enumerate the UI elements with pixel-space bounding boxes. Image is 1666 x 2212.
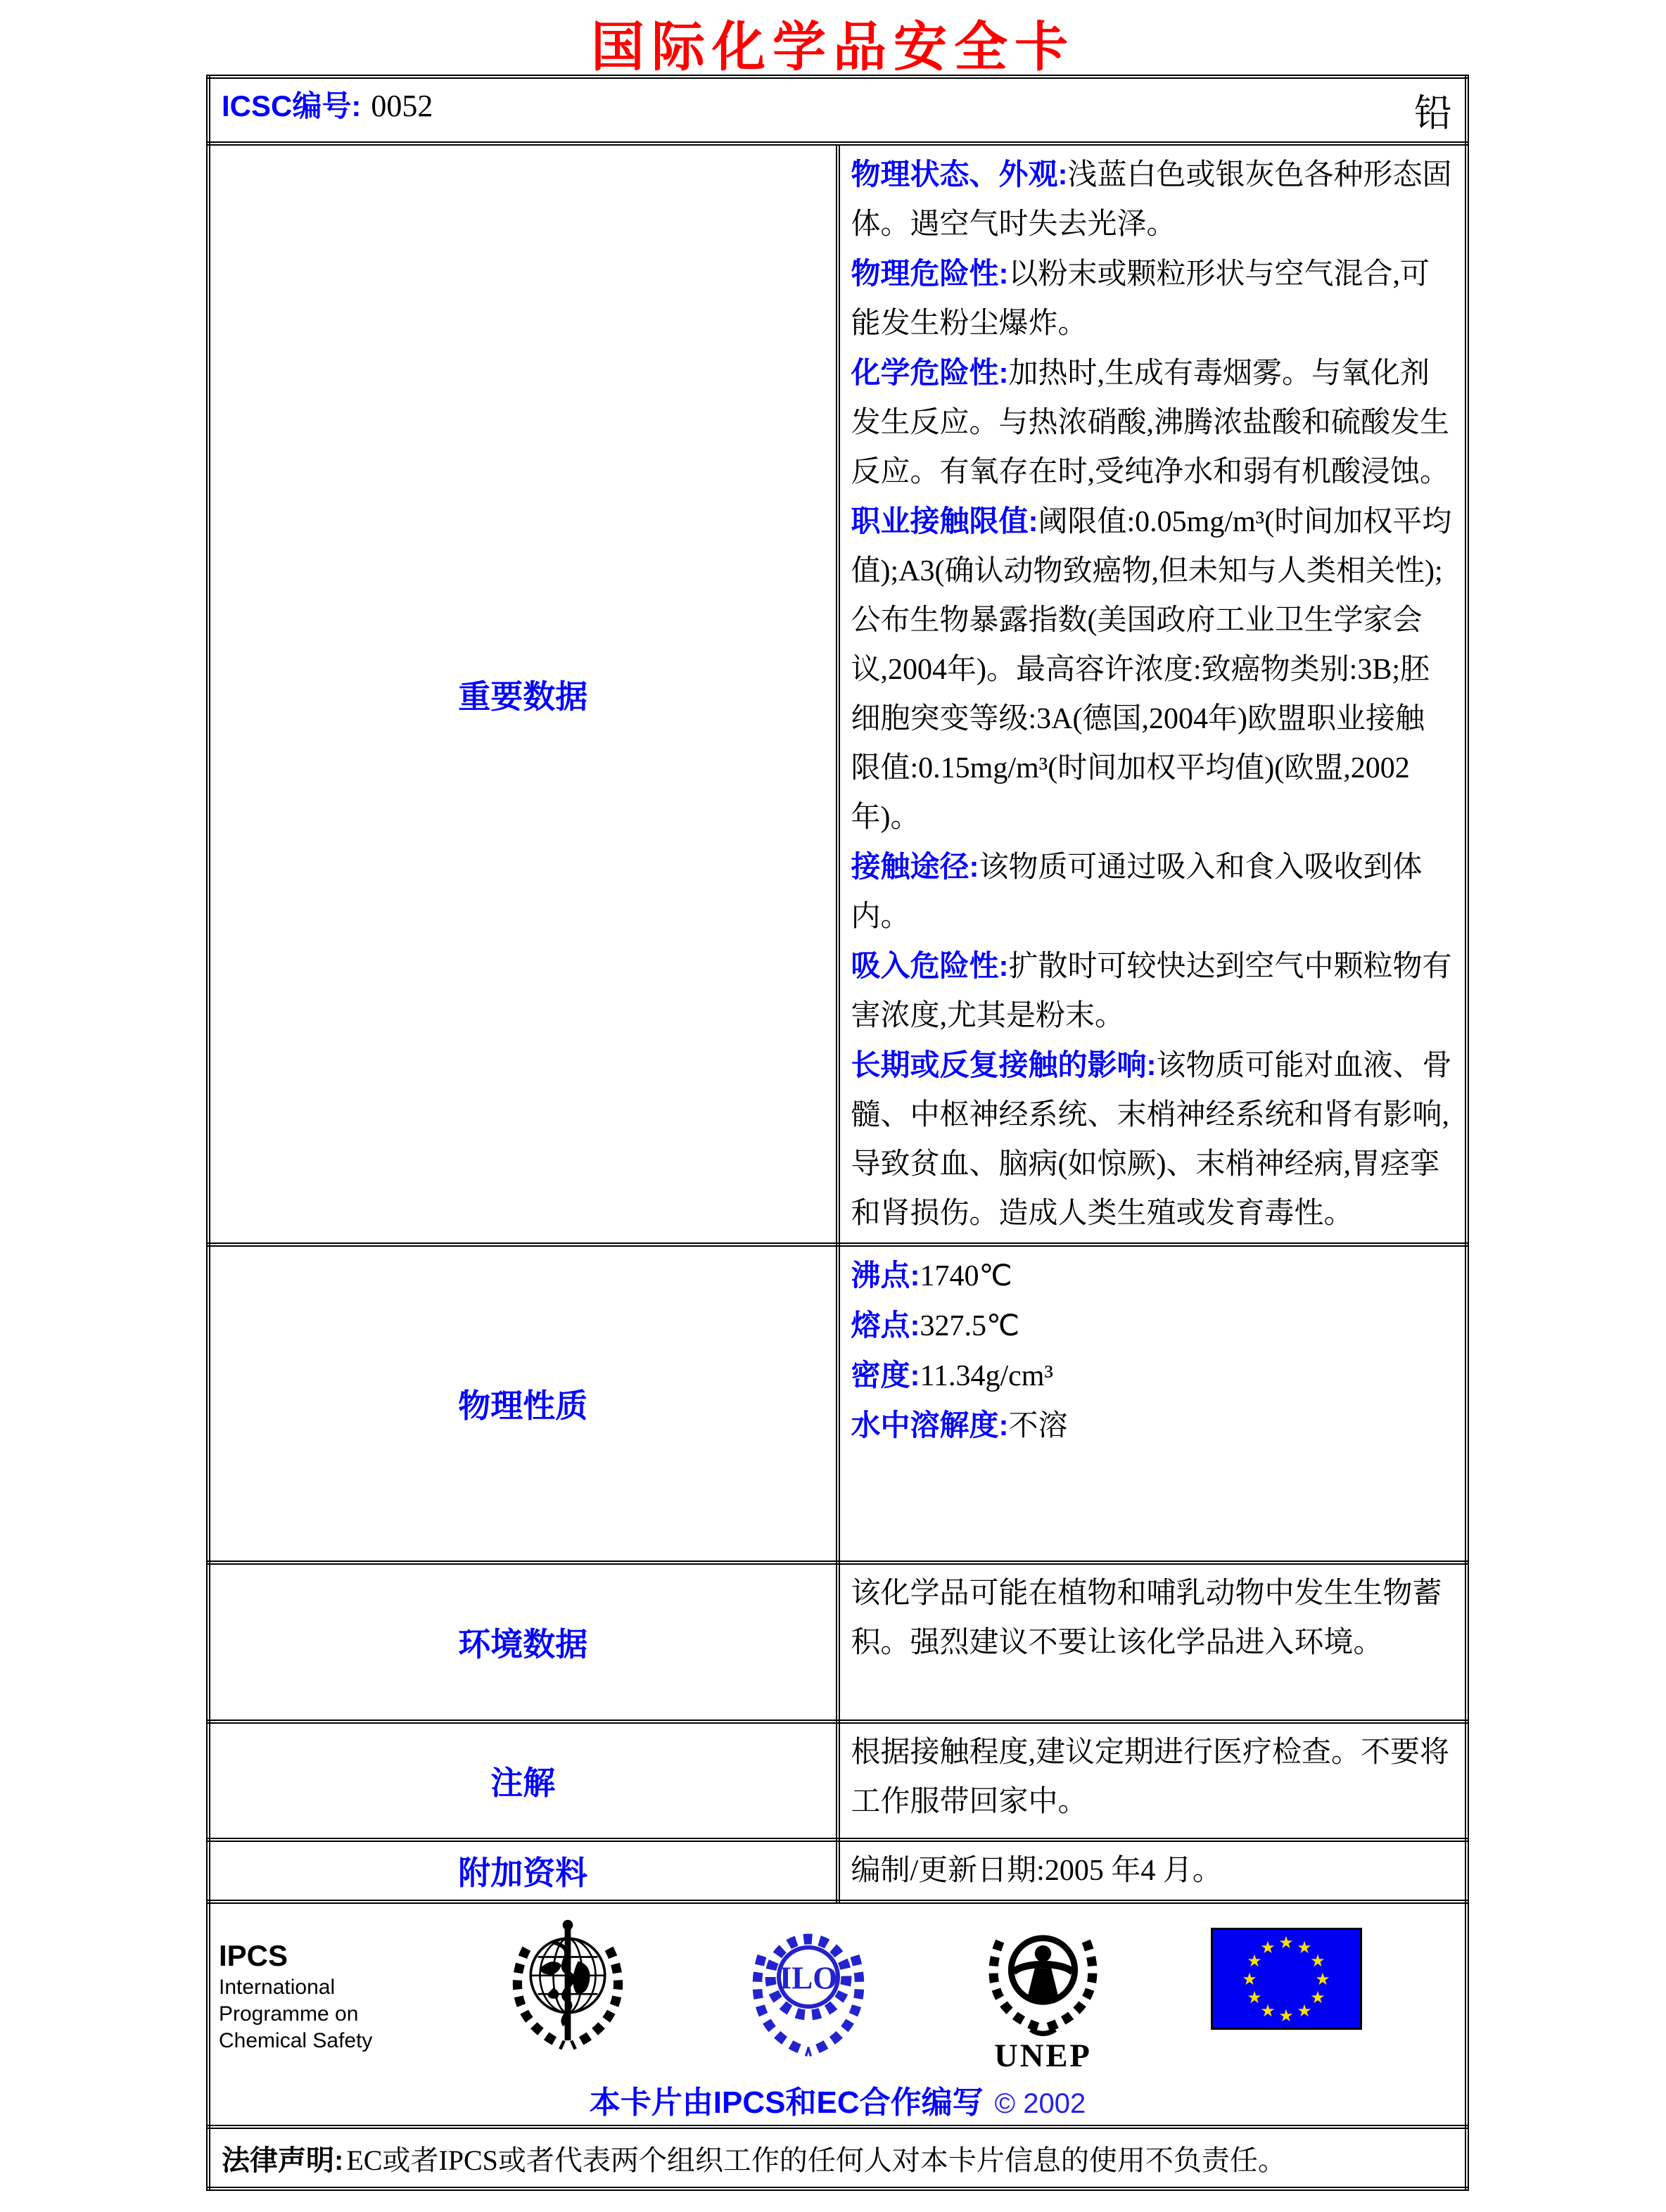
item-label: 熔点: bbox=[851, 1309, 920, 1342]
important-data-item bbox=[851, 941, 1454, 1041]
environmental-data-text: 该化学品可能在植物和哺乳动物中发生生物蓄积。强烈建议不要让该化学品进入环境。 bbox=[851, 1577, 1442, 1659]
important-data-item bbox=[851, 842, 1454, 941]
item-text: 11.34g/cm³ bbox=[920, 1360, 1054, 1392]
environmental-data-row-label: 环境数据 bbox=[458, 1626, 588, 1663]
eu-flag-icon bbox=[1211, 1928, 1362, 2030]
item-text: 327.5℃ bbox=[920, 1310, 1020, 1342]
notes-label-cell bbox=[208, 1722, 838, 1840]
unep-letters: UNEP bbox=[993, 2038, 1092, 2075]
important-data-row-label: 重要数据 bbox=[458, 678, 588, 715]
caption-copyright: © 2002 bbox=[994, 2088, 1086, 2119]
card-caption bbox=[215, 2077, 1461, 2122]
ipcs-line: Programme on bbox=[219, 2002, 359, 2026]
physical-properties-label-cell bbox=[208, 1245, 838, 1563]
item-text: 该物质可通过吸入和食入吸收到体内。 bbox=[851, 851, 1423, 933]
ilo-emblem-icon bbox=[742, 1914, 875, 2061]
caption-text: 本卡片由IPCS和EC合作编写 bbox=[589, 2085, 984, 2120]
svg-text:★: ★ bbox=[1278, 2006, 1294, 2026]
chemical-name: 铅 bbox=[1414, 92, 1452, 134]
environmental-data-content bbox=[838, 1563, 1468, 1722]
safety-card-table bbox=[206, 75, 1469, 2191]
physical-property-item bbox=[851, 1301, 1454, 1351]
item-text: 加热时,生成有毒烟雾。与氧化剂发生反应。与热浓硝酸,沸腾浓盐酸和硫酸发生反应。有氧存在时,受纯净水和弱有机酸浸蚀。 bbox=[851, 357, 1450, 488]
unep-emblem-icon bbox=[981, 1914, 1105, 2076]
ipcs-acronym: IPCS bbox=[219, 1939, 288, 1972]
item-text: 浅蓝白色或银灰色各种形态固体。遇空气时失去光泽。 bbox=[851, 159, 1452, 241]
legal-label: 法律声明: bbox=[222, 2144, 344, 2176]
notes-content bbox=[838, 1722, 1468, 1840]
additional-info-row-label: 附加资料 bbox=[458, 1855, 588, 1891]
ipcs-line: Chemical Safety bbox=[219, 2029, 373, 2052]
important-data-item bbox=[851, 497, 1454, 842]
svg-text:★: ★ bbox=[1315, 1969, 1330, 1989]
icsc-number-value: 0052 bbox=[371, 89, 433, 123]
notes-row-label: 注解 bbox=[490, 1765, 556, 1801]
logos-row bbox=[208, 1902, 1467, 2127]
ipcs-line: International bbox=[219, 1976, 336, 1999]
svg-text:★: ★ bbox=[1247, 1951, 1262, 1971]
svg-text:★: ★ bbox=[1242, 1969, 1257, 1989]
svg-text:★: ★ bbox=[1310, 1988, 1325, 2007]
page-title: 国际化学品安全卡 bbox=[591, 18, 1075, 77]
important-data-content bbox=[838, 144, 1468, 1245]
svg-text:★: ★ bbox=[1310, 1951, 1325, 1971]
important-data-item bbox=[851, 150, 1454, 249]
item-text: 1740℃ bbox=[920, 1260, 1012, 1292]
physical-property-item bbox=[851, 1401, 1454, 1451]
physical-properties-row bbox=[208, 1245, 1467, 1563]
additional-info-text: 编制/更新日期:2005 年4 月。 bbox=[851, 1855, 1222, 1887]
additional-info-label-cell bbox=[208, 1840, 838, 1902]
legal-text: EC或者IPCS或者代表两个组织工作的任何人对本卡片信息的使用不负责任。 bbox=[346, 2144, 1286, 2176]
physical-property-item bbox=[851, 1351, 1454, 1401]
item-label: 密度: bbox=[851, 1359, 920, 1392]
item-label: 职业接触限值: bbox=[851, 504, 1038, 538]
item-label: 吸入危险性: bbox=[851, 949, 1009, 982]
svg-text:★: ★ bbox=[1297, 1938, 1312, 1957]
svg-text:★: ★ bbox=[1297, 2001, 1312, 2021]
legal-row bbox=[208, 2127, 1467, 2189]
physical-properties-content bbox=[838, 1245, 1468, 1563]
item-label: 化学危险性: bbox=[851, 356, 1009, 389]
ilo-letters: ILO bbox=[779, 1960, 837, 1996]
additional-info-row bbox=[208, 1840, 1467, 1902]
svg-text:★: ★ bbox=[1247, 1988, 1262, 2007]
item-text: 该物质可能对血液、骨髓、中枢神经系统、末梢神经系统和肾有影响,导致贫血、脑病(如惊厥)、末梢神经病,胃痉挛和肾损伤。造成人类生殖或发育毒性。 bbox=[851, 1050, 1452, 1230]
svg-text:★: ★ bbox=[1278, 1933, 1294, 1952]
svg-text:★: ★ bbox=[1260, 2001, 1276, 2021]
physical-properties-row-label: 物理性质 bbox=[458, 1387, 588, 1424]
header-row bbox=[208, 77, 1467, 144]
item-label: 接触途径: bbox=[851, 850, 979, 883]
item-label: 水中溶解度: bbox=[851, 1409, 1009, 1442]
ipcs-text-block bbox=[219, 1938, 395, 2054]
item-label: 物理危险性: bbox=[851, 257, 1009, 290]
logos-strip bbox=[215, 1907, 1461, 2076]
legal-cell bbox=[208, 2127, 1467, 2189]
important-data-item bbox=[851, 348, 1454, 497]
item-text: 以粉末或颗粒形状与空气混合,可能发生粉尘爆炸。 bbox=[851, 258, 1430, 340]
important-data-item bbox=[851, 1041, 1454, 1238]
item-label: 沸点: bbox=[851, 1259, 920, 1292]
icsc-number-label: ICSC编号: bbox=[222, 89, 362, 122]
notes-row bbox=[208, 1722, 1467, 1840]
header-cell bbox=[208, 77, 1467, 144]
environmental-data-row bbox=[208, 1563, 1467, 1722]
important-data-item bbox=[851, 249, 1454, 348]
svg-text:★: ★ bbox=[1260, 1938, 1276, 1957]
logos-cell bbox=[208, 1902, 1467, 2127]
item-text: 不溶 bbox=[1008, 1410, 1068, 1442]
item-label: 物理状态、外观: bbox=[851, 158, 1068, 191]
physical-property-item bbox=[851, 1251, 1454, 1301]
important-data-row bbox=[208, 144, 1467, 1245]
notes-text: 根据接触程度,建议定期进行医疗检查。不要将工作服带回家中。 bbox=[851, 1736, 1450, 1818]
item-label: 长期或反复接触的影响: bbox=[851, 1048, 1157, 1081]
item-text: 扩散时可较快达到空气中颗粒物有害浓度,尤其是粉末。 bbox=[851, 951, 1452, 1032]
additional-info-content bbox=[838, 1840, 1468, 1902]
who-emblem-icon bbox=[501, 1914, 635, 2058]
important-data-label-cell bbox=[208, 144, 838, 1245]
item-text: 阈限值:0.05mg/m³(时间加权平均值);A3(确认动物致癌物,但未知与人类相关性);公布生物暴露指数(美国政府工业卫生学家会议,2004年)。最高容许浓度:致癌物类别:3B;胚细胞突变等级:3A(德国,2004年)欧盟职业接触限值:0.15mg/m³(时间加权平均值)(欧盟,2002年)。 bbox=[851, 506, 1452, 834]
environmental-data-label-cell bbox=[208, 1563, 838, 1722]
